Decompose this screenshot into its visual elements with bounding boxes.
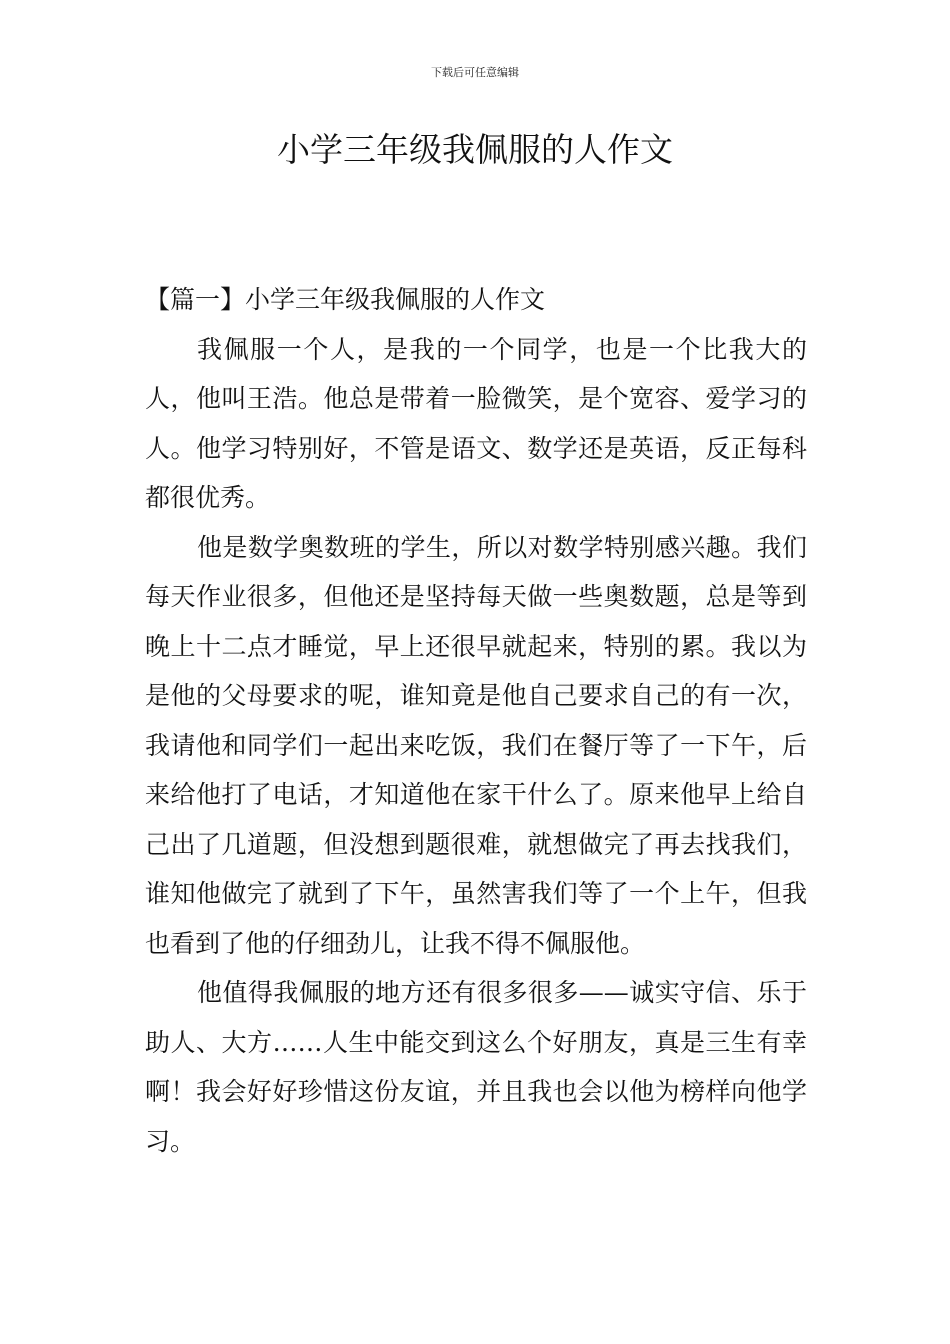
document-title: 小学三年级我佩服的人作文 (277, 130, 673, 169)
section-heading: 【篇一】小学三年级我佩服的人作文 (145, 285, 546, 314)
paragraph-2: 他是数学奥数班的学生，所以对数学特别感兴趣。我们每天作业很多，但他还是坚持每天做一些奥数题，总是等到晚上十二点才睡觉，早上还很早就起来，特别的累。我以为是他的父母要求的呢，谁知竟是他自己要求自己的有一次，我请他和同学们一起出来吃饭，我们在餐厅等了一下午，后来给他打了电话，才知道他在家干什么了。原来他早上给自己出了几道题，但没想到题很难，就想做完了再去找我们，谁知他做完了就到了下午，虽然害我们等了一个上午，但我也看到了他的仔细劲儿，让我不得不佩服他。 (145, 532, 807, 958)
header-note: 下载后可任意编辑 (431, 66, 519, 79)
article-body (145, 275, 807, 1166)
paragraph-3: 他值得我佩服的地方还有很多很多——诚实守信、乐于助人、大方……人生中能交到这么个好朋友，真是三生有幸啊！我会好好珍惜这份友谊，并且我也会以他为榜样向他学习。 (145, 978, 807, 1156)
paragraph-1: 我佩服一个人，是我的一个同学，也是一个比我大的人，他叫王浩。他总是带着一脸微笑，是个宽容、爱学习的人。他学习特别好，不管是语文、数学还是英语，反正每科都很优秀。 (145, 334, 807, 512)
